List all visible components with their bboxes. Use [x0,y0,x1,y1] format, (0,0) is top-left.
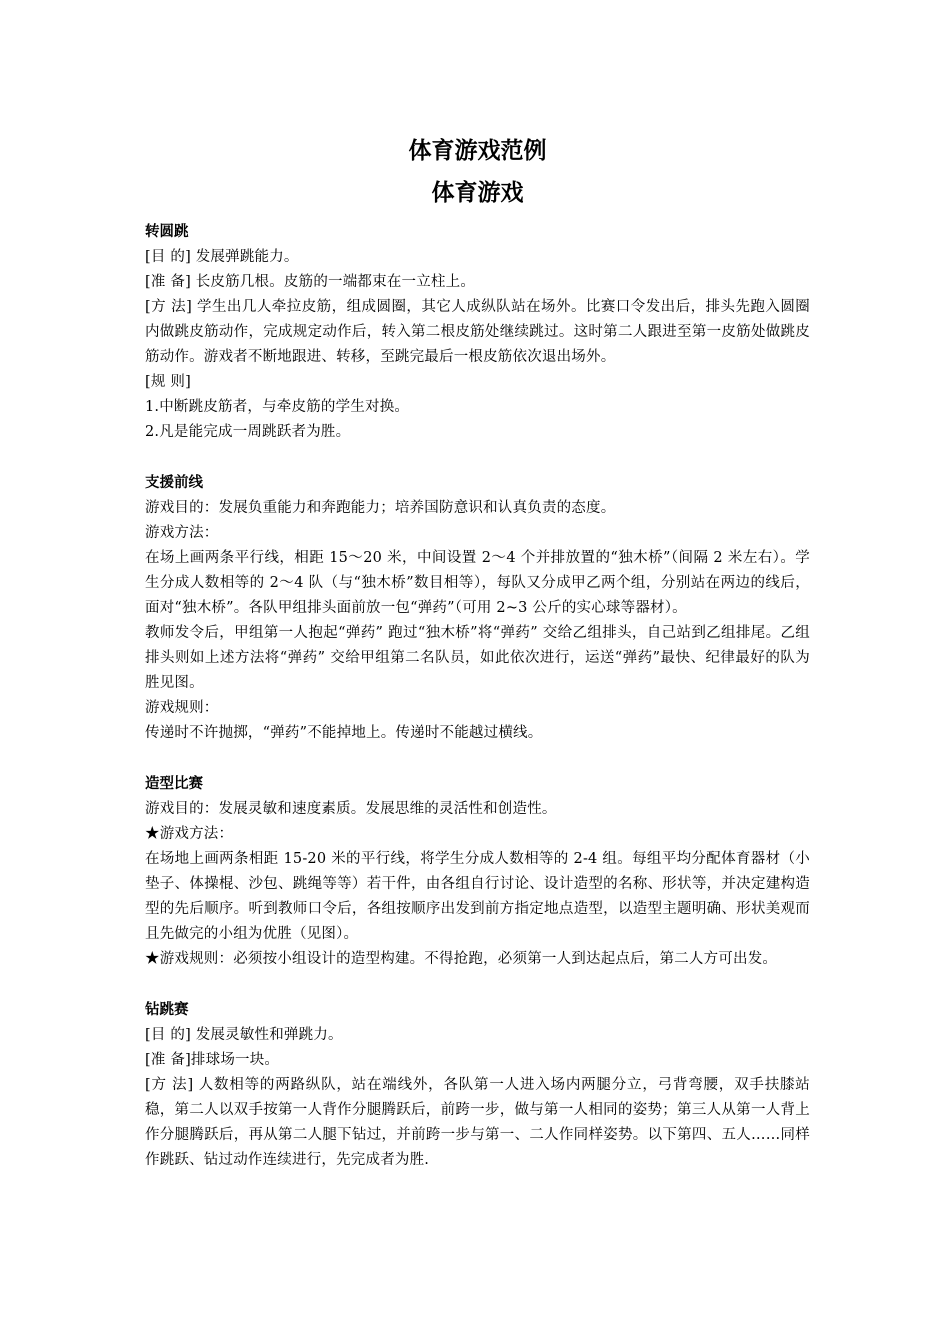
section-paragraph: 在场上画两条平行线，相距 15～20 米，中间设置 2～4 个并排放置的“独木桥”（间隔 2 米左右）。学生分成人数相等的 2～4 队（与“独木桥”数目相等），每队又分成甲乙两个组，分别站在两边的线后，面对“独木桥”。各队甲组排头面前放一包“弹药”（可用 2~3 公斤的实心球等器材）。 [145,550,810,616]
section-paragraph: 游戏目的：发展灵敏和速度素质。发展思维的灵活性和创造性。 [145,801,557,817]
section-zhuanyuantiao [145,220,810,445]
section-heading: 钻跳赛 [145,1002,189,1018]
document-title: 体育游戏范例 [408,138,547,164]
section-paragraph: ★游戏规则：必须按小组设计的造型构建。不得抢跑，必须第一人到达起点后，第二人方可出发。 [145,951,778,967]
section-paragraph: 2.凡是能完成一周跳跃者为胜。 [145,424,351,440]
section-paragraph: ★游戏方法： [145,826,234,842]
section-heading: 支援前线 [145,475,203,491]
section-paragraph: [方 法] 学生出几人牵拉皮筋，组成圆圈，其它人成纵队站在场外。比赛口令发出后，排头先跑入圆圈内做跳皮筋动作，完成规定动作后，转入第二根皮筋处继续跳过。这时第二人跟进至第一皮筋处做跳皮筋动作。游戏者不断地跟进、转移，至跳完最后一根皮筋依次退出场外。 [145,299,810,365]
section-paragraph: 传递时不许抛掷，“弹药”不能掉地上。传递时不能越过横线。 [145,725,543,741]
section-paragraph: [准 备] 长皮筋几根。皮筋的一端都束在一立柱上。 [145,274,476,290]
section-paragraph: 教师发令后，甲组第一人抱起“弹药” 跑过“独木桥”将“弹药” 交给乙组排头，自己站到乙组排尾。乙组排头则如上述方法将“弹药” 交给甲组第二名队员，如此依次进行，运送“弹药”最快、纪律最好的队为胜见图。 [145,625,810,691]
section-zuantiaosai [145,998,810,1173]
document-page [145,130,810,1173]
section-paragraph: 在场地上画两条相距 15-20 米的平行线，将学生分成人数相等的 2-4 组。每组平均分配体育器材（小垫子、体操棍、沙包、跳绳等等）若干件，由各组自行讨论、设计造型的名称、形状等，并决定建构造型的先后顺序。听到教师口令后，各组按顺序出发到前方指定地点造型，以造型主题明确、形状美观而且先做完的小组为优胜（见图）。 [145,851,810,942]
section-paragraph: [目 的] 发展灵敏性和弹跳力。 [145,1027,343,1043]
section-zaoxingbisai [145,772,810,972]
section-paragraph: 游戏目的：发展负重能力和奔跑能力；培养国防意识和认真负责的态度。 [145,500,616,516]
section-heading: 转圆跳 [145,224,189,240]
section-paragraph: [目 的] 发展弹跳能力。 [145,249,299,265]
section-paragraph: [准 备]排球场一块。 [145,1052,280,1068]
document-subtitle: 体育游戏 [431,180,524,206]
section-paragraph: [方 法] 人数相等的两路纵队，站在端线外，各队第一人进入场内两腿分立，弓背弯腰，双手扶膝站稳，第二人以双手按第一人背作分腿腾跃后，前跨一步，做与第一人相同的姿势；第三人从第一人背上作分腿腾跃后，再从第二人腿下钻过，并前跨一步与第一、二人作同样姿势。以下第四、五人……同样作跳跃、钻过动作连续进行，先完成者为胜. [145,1077,810,1168]
section-heading: 造型比赛 [145,776,203,792]
section-paragraph: 1.中断跳皮筋者，与牵皮筋的学生对换。 [145,399,410,415]
section-paragraph: 游戏方法： [145,525,219,541]
section-paragraph: 游戏规则： [145,700,219,716]
section-zhiyuanqianxian [145,471,810,746]
section-paragraph: [规 则] [145,374,191,390]
